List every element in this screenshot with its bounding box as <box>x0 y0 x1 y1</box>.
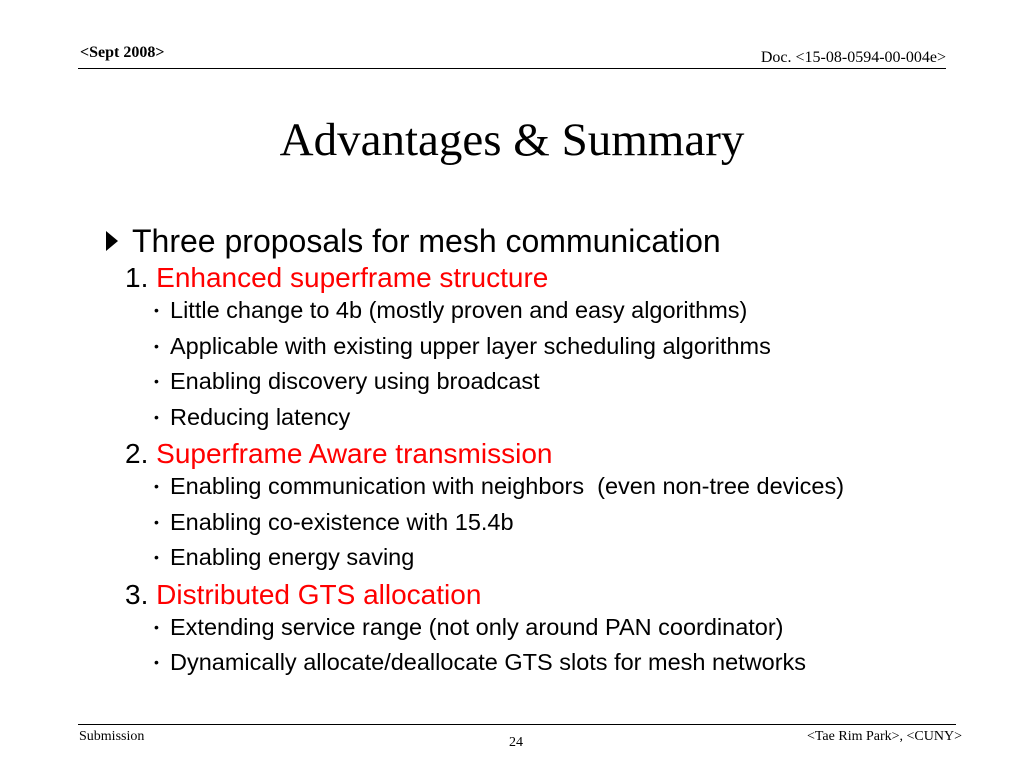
list-item-text: Enabling communication with neighbors (even non-tree devices) <box>170 473 845 499</box>
list-item-text: Dynamically allocate/deallocate GTS slots for mesh networks <box>170 649 807 675</box>
footer-submission: Submission <box>79 729 145 744</box>
slide-content <box>98 222 978 682</box>
section-3 <box>125 578 978 682</box>
section-title: Superframe Aware transmission <box>156 438 553 469</box>
footer-author: <Tae Rim Park>, <CUNY> <box>806 729 962 744</box>
dot-bullet-icon: • <box>154 654 159 670</box>
main-heading: Three proposals for mesh communication <box>132 223 721 259</box>
section-title: Distributed GTS allocation <box>156 578 482 610</box>
header-doc-id: Doc. <15-08-0594-00-004e> <box>760 49 946 66</box>
dot-bullet-icon: • <box>154 478 159 494</box>
triangle-bullet-icon <box>106 231 118 251</box>
dot-bullet-icon: • <box>154 549 159 565</box>
footer-divider <box>78 724 956 725</box>
list-item-text: Applicable with existing upper layer scheduling algorithms <box>170 332 771 359</box>
list-item <box>154 330 978 366</box>
section-heading <box>125 261 978 294</box>
dot-bullet-icon: • <box>154 513 159 530</box>
list-item <box>154 470 978 506</box>
main-bullet <box>98 222 978 260</box>
list-item-text: Enabling discovery using broadcast <box>170 368 540 394</box>
section-2 <box>125 437 978 577</box>
dot-bullet-icon: • <box>154 618 159 635</box>
header-divider <box>78 68 946 69</box>
dot-bullet-icon: • <box>154 302 159 318</box>
section-number: 2. <box>125 438 149 469</box>
dot-bullet-icon: • <box>154 373 159 389</box>
section-number: 1. <box>125 262 149 293</box>
section-heading <box>125 437 978 470</box>
list-item <box>154 506 978 542</box>
list-item <box>154 401 978 437</box>
list-item <box>154 611 978 647</box>
list-item-text: Enabling co-existence with 15.4b <box>170 508 514 535</box>
list-item-text: Enabling energy saving <box>170 544 415 570</box>
list-item-text: Extending service range (not only around PAN coordinator) <box>170 613 784 640</box>
section-title: Enhanced superframe structure <box>156 262 549 293</box>
list-item-text: Little change to 4b (mostly proven and easy algorithms) <box>170 297 748 323</box>
slide-title: Advantages & Summary <box>279 114 745 166</box>
list-item <box>154 365 978 401</box>
header-date: <Sept 2008> <box>80 44 165 61</box>
dot-bullet-icon: • <box>154 337 159 354</box>
section-1 <box>125 261 978 436</box>
section-heading <box>125 578 978 611</box>
list-item <box>154 646 978 682</box>
section-number: 3. <box>125 578 149 610</box>
page-number: 24 <box>509 735 523 750</box>
dot-bullet-icon: • <box>154 408 159 425</box>
list-item <box>154 294 978 330</box>
list-item-text: Reducing latency <box>170 403 351 430</box>
list-item <box>154 541 978 577</box>
